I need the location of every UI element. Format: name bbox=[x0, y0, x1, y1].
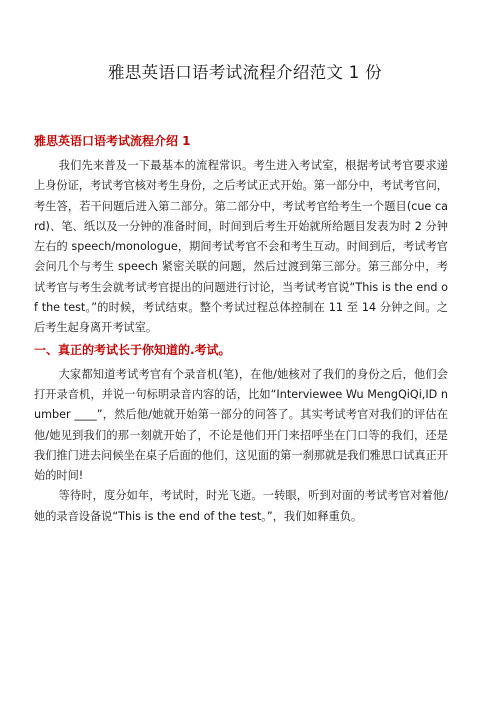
paragraph: 我们先来普及一下最基本的流程常识。考生进入考试室，根据考试考官要求递上身份证，考试考官核对考生身份，之后考试正式开始。第一部分中，考试考官问，考生答，若干问题后进入第二部分。第二部分中，考试考官给考生一个题目(cue card)、笔、纸以及一分钟的准备时间，时间到后考生开始就所给题目发表为时 2 分钟左右的 speech/monologue，期间考试考官不会和考生互动。时间到后，考试考官会问几个与考生 speech 紧密关联的问题，然后过渡到第三部分。第三部分中，考试考官与考生会就考试考官提出的问题进行讨论，当考试考官说“This is the end of the test。”的时候，考试结束。整个考试过程总体控制在 11 至 14 分钟之间。之后考生起身离开考试室。 bbox=[34, 159, 448, 335]
paragraph: 等待时，度分如年，考试时，时光飞逝。一转眼，听到对面的考试考官对着他/她的录音设备说“This is the end of the test。”，我们如释重负。 bbox=[34, 489, 448, 523]
section-heading: 雅思英语口语考试流程介绍 1 bbox=[34, 134, 191, 148]
section-2 bbox=[34, 341, 448, 527]
document-title: 雅思英语口语考试流程介绍范文 1 份 bbox=[108, 63, 382, 82]
section-1 bbox=[34, 132, 448, 339]
paragraph: 大家都知道考试考官有个录音机(笔)，在他/她核对了我们的身份之后，他们会打开录音机，并说一句标明录音内容的话，比如“Interviewee Wu MengQiQi,ID number ____”，然后他/她就开始第一部分的问答了。其实考试考官对我们的评估在他/她见到我们的那一刻就开始了，不论是他们开门来招呼坐在门口等的我们，还是我们推门进去问候坐在桌子后面的他们，这见面的第一刹那就是我们雅思口试真正开始的时间! bbox=[34, 367, 448, 483]
section-heading: 一、真正的考试长于你知道的.考试。 bbox=[34, 342, 231, 357]
